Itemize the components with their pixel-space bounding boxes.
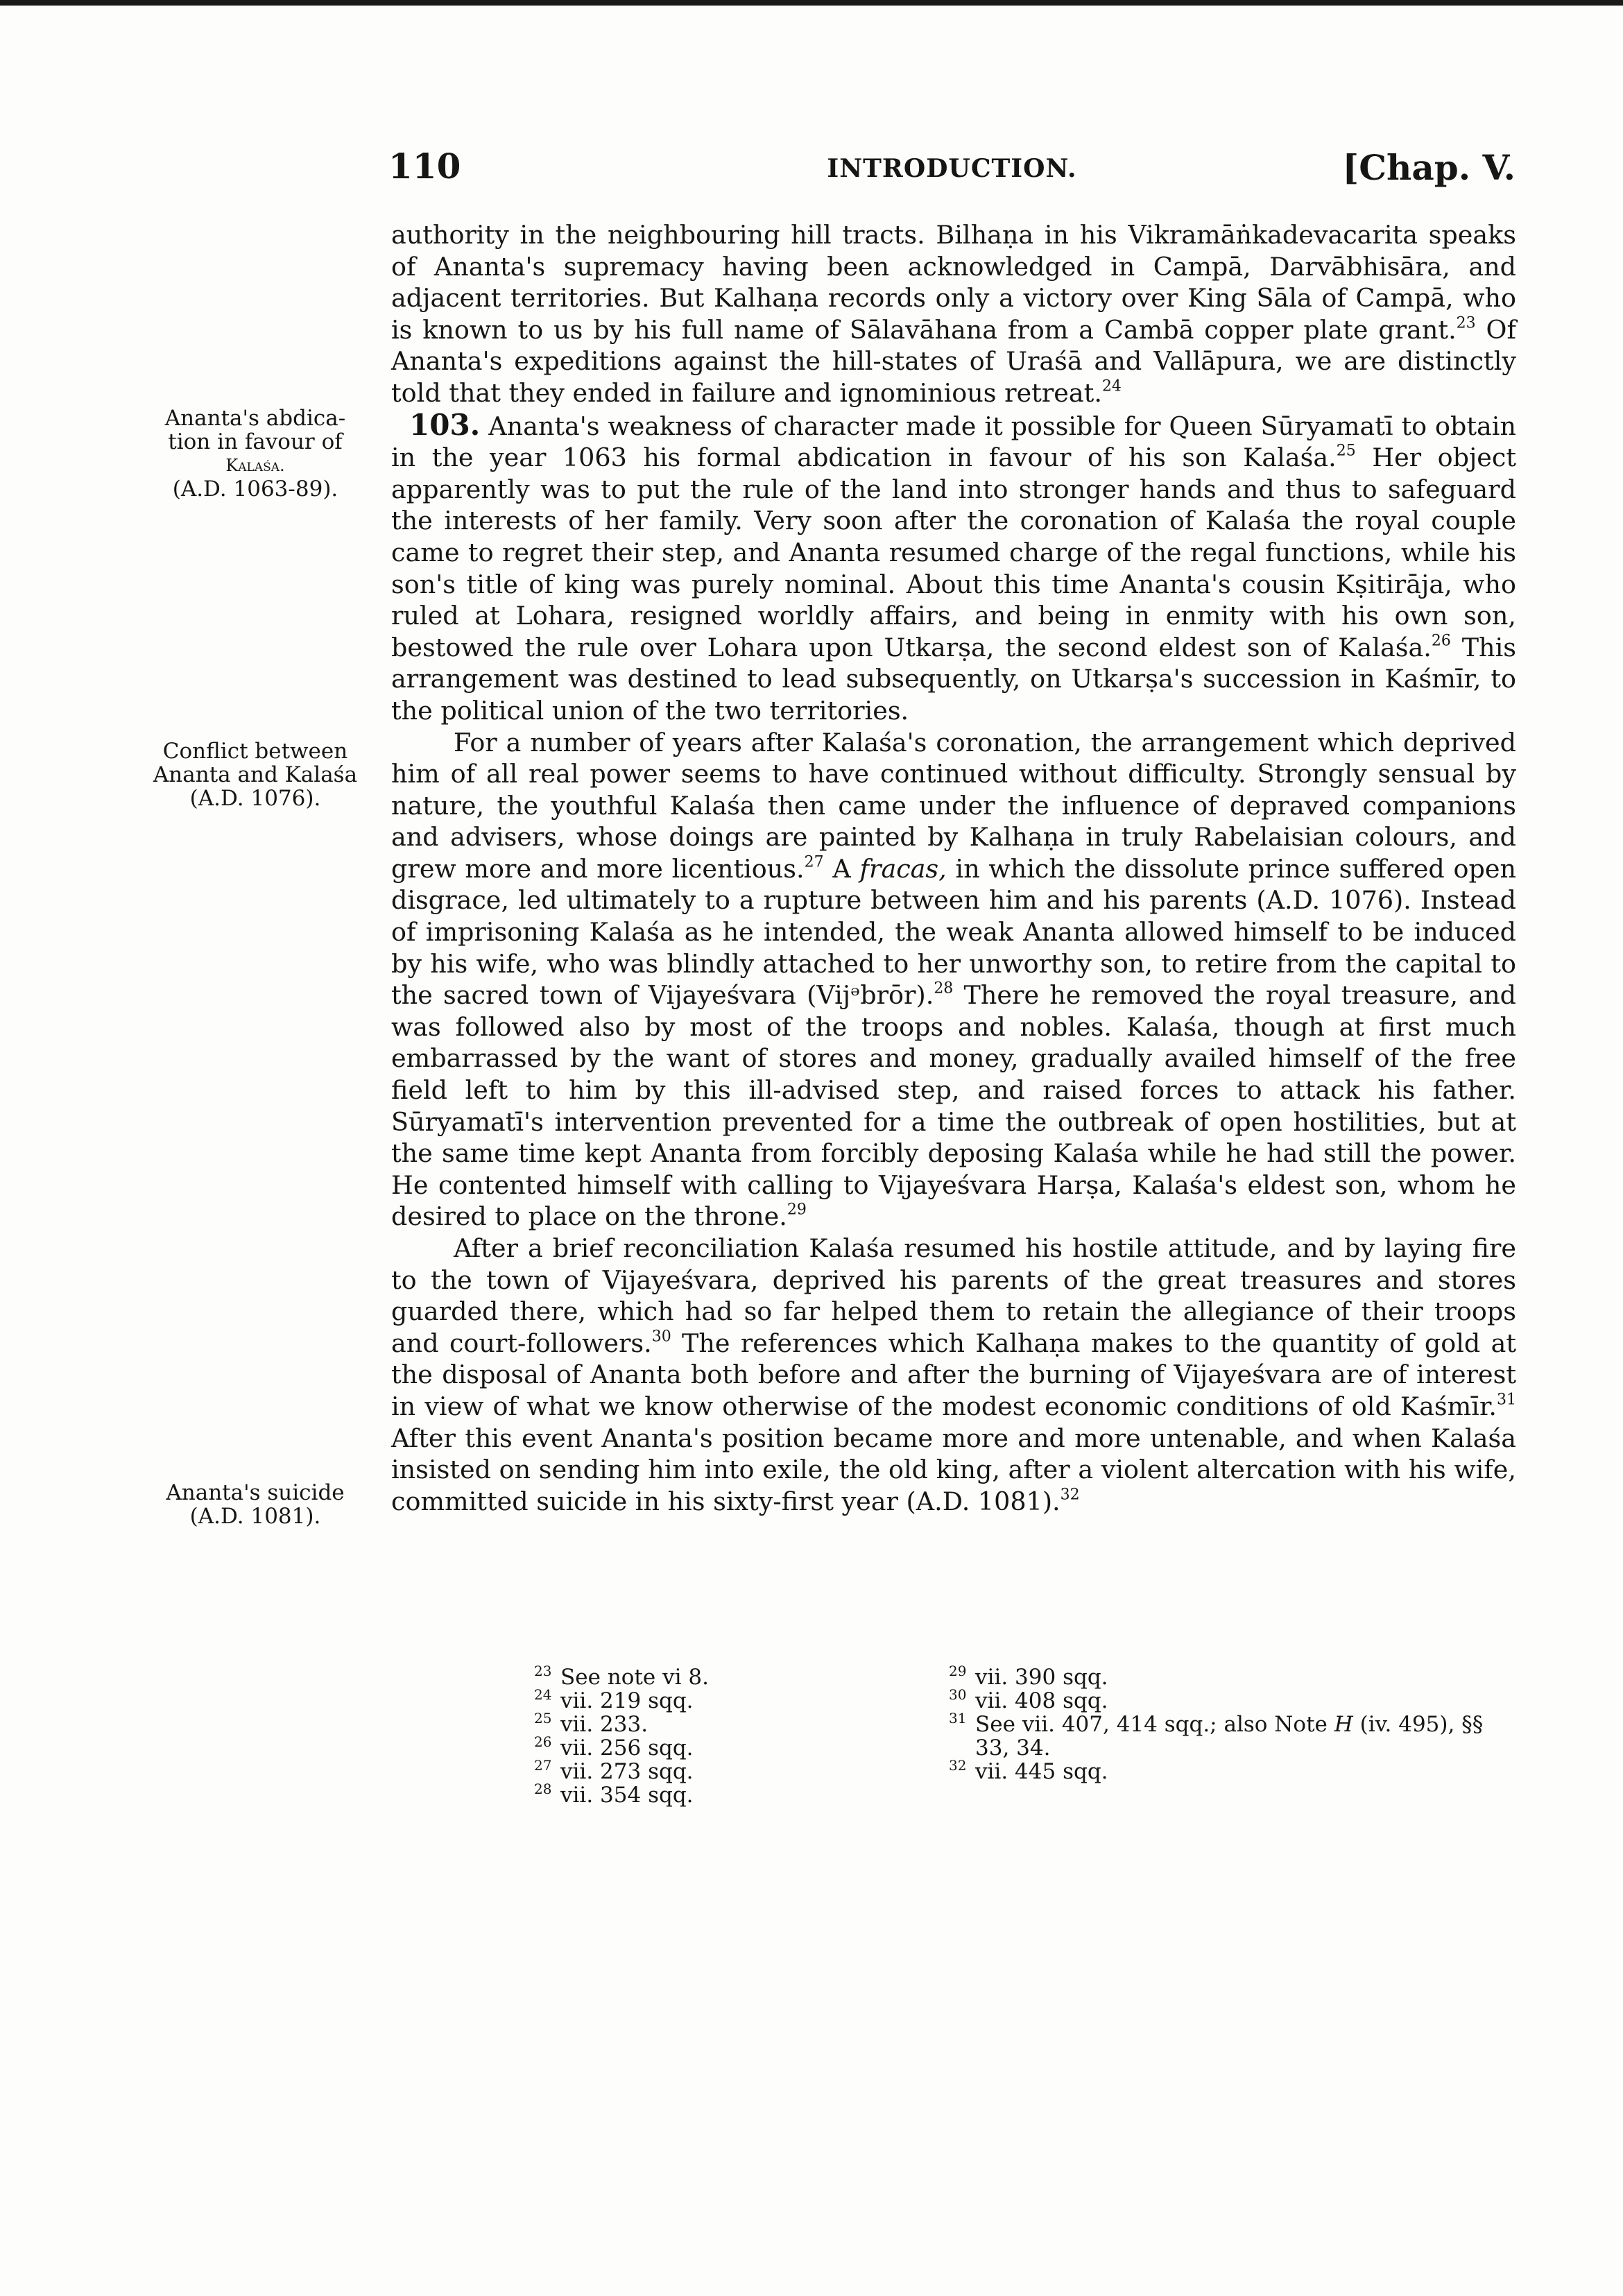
margin-note-line: (A.D. 1063-89).: [172, 477, 338, 502]
margin-note-line: Ananta and Kalaśa: [153, 762, 358, 787]
text-run: The references which Kalhaṇa makes to the quantity of gold at the disposal of Ananta both before and after the burning of Vijayeśvara are of interest in view of what we know otherwise of the modest economic conditions of old Kaśmīr.: [391, 1328, 1516, 1421]
section-number: 103.: [409, 407, 481, 442]
footnote-ref[interactable]: 30: [651, 1328, 671, 1346]
footnote-ref[interactable]: 24: [1101, 377, 1122, 395]
footnote-text: vii. 408 sqq.: [975, 1688, 1108, 1713]
text-run: Of Ananta's expeditions against the hill-states of Uraśā and Vallāpura, we are distinctly told that they ended in failure and ignominious retreat.: [391, 314, 1516, 408]
footnote-ref[interactable]: 27: [804, 853, 824, 871]
footnote-text: vii. 273 sqq.: [560, 1759, 694, 1784]
main-text: [391, 219, 1516, 1517]
footnote: 26 vii. 256 sqq.: [534, 1733, 694, 1760]
footnote-text: vii. 219 sqq.: [560, 1688, 694, 1713]
section-103-paragraph: [391, 409, 1516, 727]
text-run: Ananta's weakness of character made it possible for Queen Sūryamatī to obtain in the year 1063 his formal abdication in favour of his son Kalaśa.: [391, 411, 1516, 473]
margin-note-conflict: [137, 739, 373, 810]
footnote-ref[interactable]: 32: [1060, 1486, 1080, 1504]
footnotes-left-column: [534, 1665, 922, 1807]
text-run: 1081).: [970, 1486, 1060, 1516]
footnote-ref[interactable]: 26: [1431, 632, 1451, 650]
footnote-ref[interactable]: 25: [1336, 442, 1356, 460]
footnote-text: See note vi 8.: [560, 1665, 709, 1690]
footnote: 29 vii. 390 sqq.: [949, 1663, 1108, 1690]
italic-term: fracas,: [859, 853, 947, 884]
text-run: After a brief reconciliation Kalaśa resumed his hostile attitude, and by laying fire to the town of Vijayeśvara, deprived his parents of the great treasures and stores guarded there, which had so far helped them to retain the allegiance of their troops and court-followers.: [391, 1233, 1516, 1358]
footnote-text: (iv. 495), §§ 33, 34.: [975, 1712, 1484, 1760]
footnote: 23 See note vi 8.: [534, 1663, 709, 1690]
page-number: 110: [388, 146, 461, 187]
text-run: This arrangement was destined to lead subsequently, on Utkarṣa's succession in Kaśmīr, to the political union of the two territories.: [391, 632, 1516, 726]
footnote: 24 vii. 219 sqq.: [534, 1686, 694, 1713]
footnote-ref[interactable]: 23: [1456, 314, 1476, 332]
text-run: For a number of years after Kalaśa's coronation, the arrangement which deprived him of all real power seems to have continued without difficulty. Strongly sensual by nature, the youthful Kalaśa then came under the influence of depraved companions and advisers, whose doings are painted by Kalhaṇa in truly Rabelaisian colours, and grew more and more licentious.: [391, 727, 1516, 884]
paragraph-conflict: [391, 727, 1516, 1233]
text-run: Her object apparently was to put the rule of the land into stronger hands and thus to safeguard the interests of her family. Very soon after the coronation of Kalaśa the royal couple came to regret their step, and Ananta resumed charge of the regal functions, while his son's title of king was purely nominal. About this time Ananta's cousin Kṣitirāja, who ruled at Lohara, resigned worldly affairs, and being in enmity with his own son, bestowed the rule over Lohara upon Utkarṣa, the second eldest son of Kalaśa.: [391, 443, 1516, 662]
margin-note-line: (A.D. 1076).: [189, 786, 321, 811]
footnote-text: See vii. 407, 414 sqq.; also Note: [975, 1712, 1334, 1737]
era-abbrev: A.D.: [916, 1486, 970, 1516]
footnotes-right-column: [949, 1665, 1516, 1783]
text-run: 1076). Instead of imprisoning Kalaśa as he intended, the weak Ananta allowed himself to be induced by his wife, who was blindly attached to her unworthy son, to retire from the capital to the sacred town of Vijayeśvara (Vijᵊbrōr).: [391, 885, 1516, 1011]
paragraph-suicide: [391, 1233, 1516, 1517]
footnote: 28 vii. 354 sqq.: [534, 1781, 694, 1808]
margin-note-line: Kalaśa.: [225, 456, 285, 475]
running-title: INTRODUCTION.: [827, 154, 1077, 183]
footnote-text: vii. 233.: [560, 1712, 649, 1737]
footnote: 32 vii. 445 sqq.: [949, 1757, 1108, 1784]
margin-note-suicide: [137, 1481, 373, 1528]
paragraph-continued: [391, 219, 1516, 409]
margin-note-line: Ananta's abdica-: [164, 406, 346, 431]
text-run: in which the dissolute prince suffered open disgrace, led ultimately to a rupture between him and his parents (: [391, 853, 1516, 916]
top-border-rule: [0, 0, 1623, 6]
text-run: After this event Ananta's position became more and more untenable, and when Kalaśa insisted on sending him into exile, the old king, after a violent altercation with his wife, committed suicide in his sixty-first year (: [391, 1423, 1516, 1516]
footnote-ref[interactable]: 28: [934, 979, 954, 997]
footnote-ref[interactable]: 29: [787, 1201, 807, 1219]
margin-note-line: (A.D. 1081).: [189, 1504, 321, 1529]
footnote-text: vii. 390 sqq.: [975, 1665, 1108, 1690]
footnote-text: vii. 256 sqq.: [560, 1736, 694, 1760]
margin-note-line: Conflict between: [162, 739, 348, 764]
footnote-italic: H: [1334, 1712, 1353, 1737]
text-run: There he removed the royal treasure, and was followed also by most of the troops and nobles. Kalaśa, though at first much embarrassed by the want of stores and money, gradually availed himself of the free field left to him by this ill-advised step, and raised forces to attack his father. Sūryamatī's intervention prevented for a time the outbreak of open hostilities, but at the same time kept Ananta from forcibly deposing Kalaśa while he had still the power. He contented himself with calling to Vijayeśvara Harṣa, Kalaśa's eldest son, whom he desired to place on the throne.: [391, 980, 1516, 1232]
chapter-label: [Chap. V.: [1342, 147, 1515, 188]
running-head: [388, 146, 1515, 194]
footnote: 30 vii. 408 sqq.: [949, 1686, 1108, 1713]
footnote: 31 See vii. 407, 414 sqq.; also Note H (iv. 495), §§ 33, 34.: [949, 1710, 1484, 1760]
margin-note-line: Ananta's suicide: [166, 1480, 345, 1505]
margin-note-abdication: [137, 406, 373, 501]
text-run: A: [823, 853, 860, 884]
era-abbrev: A.D.: [1266, 885, 1321, 916]
text-run: authority in the neighbouring hill tracts. Bilhaṇa in his Vikramāṅkadevacarita speaks of Ananta's supremacy having been acknowledged in Campā, Darvābhisāra, and adjacent territories. But Kalhaṇa records only a victory over King Sāla of Campā, who is known to us by his full name of Sālavāhana from a Cambā copper plate grant.: [391, 220, 1516, 345]
footnote: 25 vii. 233.: [534, 1710, 649, 1737]
margin-note-line: tion in favour of: [168, 429, 343, 454]
footnote: 27 vii. 273 sqq.: [534, 1757, 694, 1784]
footnote-text: vii. 445 sqq.: [975, 1759, 1108, 1784]
footnote-text: vii. 354 sqq.: [560, 1783, 694, 1808]
footnote-ref[interactable]: 31: [1497, 1391, 1516, 1409]
